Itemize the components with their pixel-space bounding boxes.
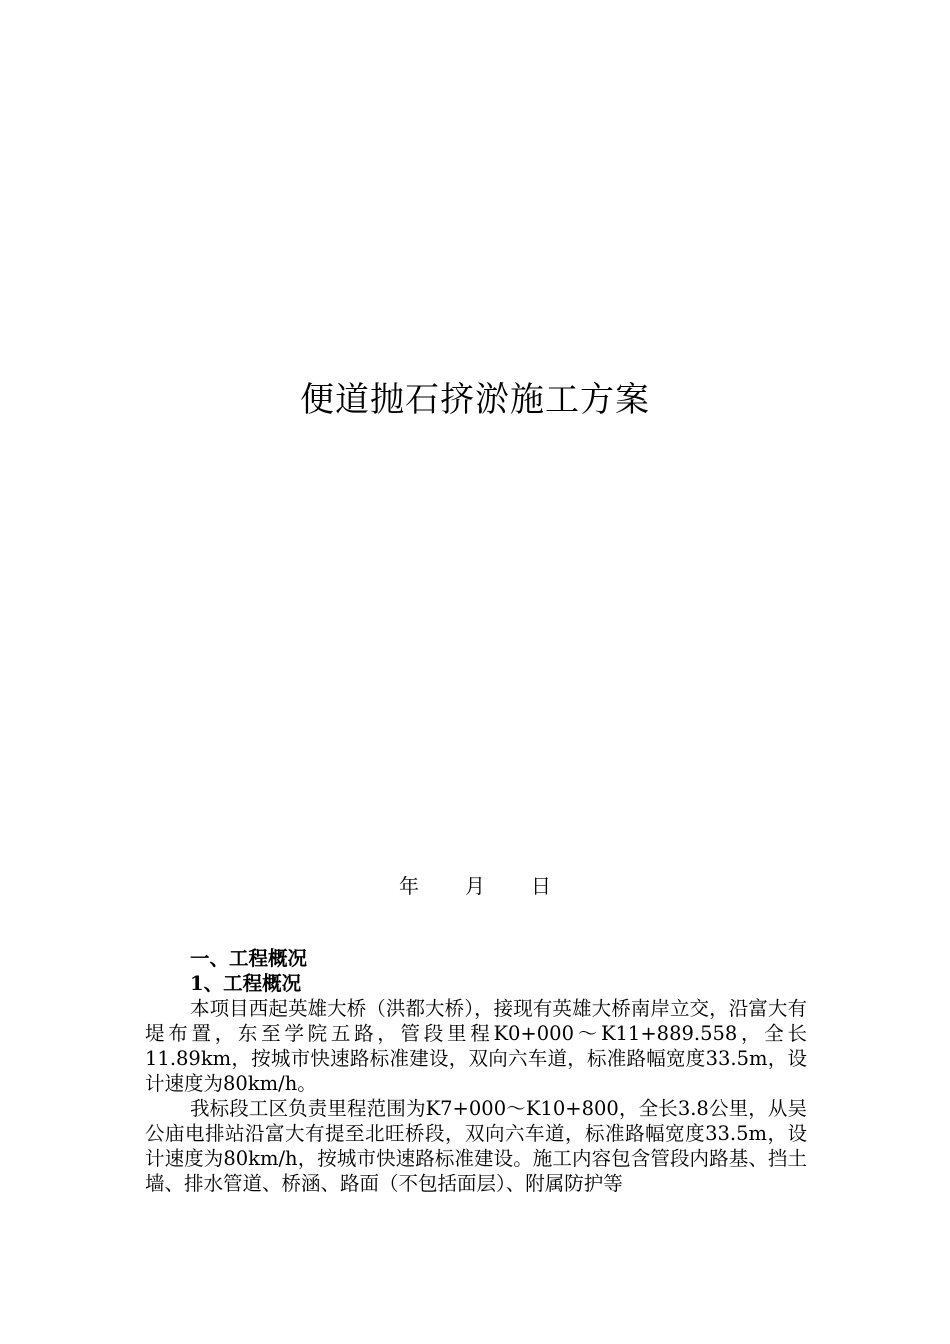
document-title: 便道抛石挤淤施工方案 [300, 380, 650, 420]
subsection-heading: 1、工程概况 [190, 972, 302, 995]
date-line [0, 872, 950, 900]
date-year: 年 [399, 874, 419, 898]
document-body [145, 946, 807, 1196]
paragraph: 本项目西起英雄大桥（洪都大桥），接现有英雄大桥南岸立交，沿富大有堤布置，东至学院五路，管段里程K0+000～K11+889.558，全长11.89km，按城市快速路标准建设，双向六车道，标准路幅宽度33.5m，设计速度为80km/h。 [145, 997, 807, 1095]
section-heading: 一、工程概况 [190, 947, 308, 970]
paragraph: 我标段工区负责里程范围为K7+000～K10+800，全长3.8公里，从吴公庙电排站沿富大有提至北旺桥段，双向六车道，标准路幅宽度33.5m，设计速度为80km/h，按城市快速路标准建设。施工内容包含管段内路基、挡土墙、排水管道、桥涵、路面（不包括面层）、附属防护等 [145, 1097, 807, 1195]
date-month: 月 [465, 874, 485, 898]
date-day: 日 [531, 874, 551, 898]
